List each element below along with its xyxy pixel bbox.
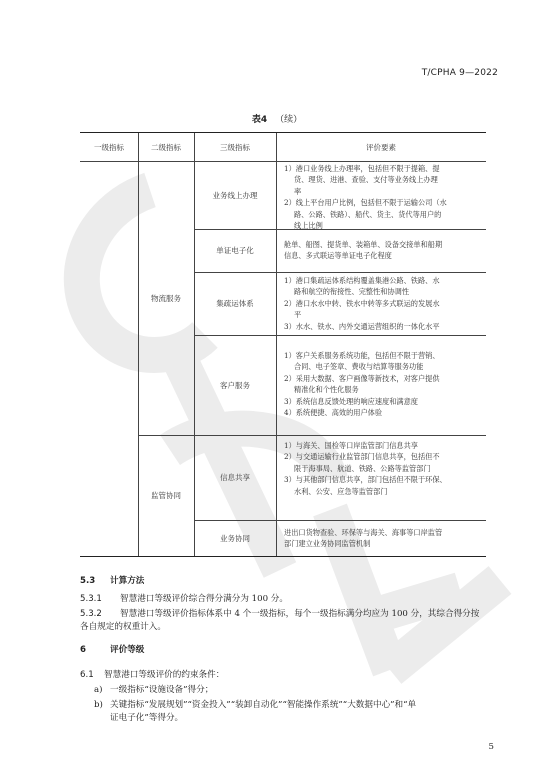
req-line: 2）港口水水中转、铁水中转等多式联运的发展水 bbox=[284, 298, 440, 308]
req-line: 2）线上平台用户比例，包括但不限于运输公司（水 bbox=[284, 198, 447, 208]
req-line: 1）港口集疏运体系结构覆盖集港公路、铁路、水 bbox=[284, 276, 440, 285]
table-title bbox=[0, 112, 554, 125]
req-multimodal bbox=[284, 275, 480, 332]
section-title: 评价等级 bbox=[110, 645, 145, 655]
list-marker: a) bbox=[94, 685, 103, 695]
req-line: 1）与海关、国检等口岸监管部门信息共享 bbox=[284, 441, 418, 450]
clause-6-1 bbox=[80, 669, 500, 682]
clause-text-cont: 各自规定的权重计入。 bbox=[80, 622, 166, 632]
req-line: 限于海事局、航道、铁路、公路等监管部门 bbox=[294, 463, 431, 473]
level3-business: 业务协同 bbox=[220, 533, 250, 543]
header-level2: 二级指标 bbox=[151, 142, 181, 152]
req-line: 3）水水、铁水、内外交通运营组织的一体化水平 bbox=[284, 321, 440, 331]
list-item-b bbox=[94, 699, 494, 725]
level3-online: 业务线上办理 bbox=[212, 190, 258, 200]
req-line: 1）港口业务线上办理率，包括但不限于提箱、提 bbox=[284, 164, 440, 173]
req-line: 3）系统信息反馈处理的响应速度和满意度 bbox=[284, 396, 418, 406]
req-line: 路和航空的衔接性、完整性和协调性 bbox=[294, 287, 410, 297]
table-title-note: （续） bbox=[275, 115, 303, 125]
req-line: 部门建立业务协同监管机制 bbox=[284, 539, 371, 549]
level2-logistics: 物流服务 bbox=[151, 293, 181, 303]
req-line: 合同、电子签章、费收与结算等服务功能 bbox=[294, 362, 424, 372]
list-item-a bbox=[94, 684, 494, 697]
level3-customer: 客户服务 bbox=[220, 380, 250, 390]
req-edoc bbox=[284, 239, 480, 262]
req-line: 进出口货物查验、环保等与海关、海事等口岸监管 bbox=[284, 528, 443, 537]
section-number: 5.3 bbox=[80, 576, 96, 586]
req-line: 3）与其他部门信息共享，部门包括但不限于环保、 bbox=[284, 475, 447, 485]
standard-code: T/CPHA 9—2022 bbox=[421, 68, 498, 78]
req-line: 率 bbox=[294, 186, 302, 196]
section-title: 计算方法 bbox=[110, 576, 145, 586]
section-6-heading bbox=[80, 644, 500, 657]
clause-number: 6.1 bbox=[80, 670, 94, 680]
clause-text: 智慧港口等级评价指标体系中 4 个一级指标，每个一级指标满分均应为 100 分，其综合得分按 bbox=[120, 609, 480, 619]
evaluation-table bbox=[80, 132, 486, 557]
clause-number: 5.3.2 bbox=[80, 609, 102, 619]
list-text: 关键指标“发展规划”“资金投入”“装卸自动化”“智能操作系统”“大数据中心”和“单 bbox=[110, 700, 417, 710]
header-requirements: 评价要素 bbox=[366, 142, 396, 152]
page-number: 5 bbox=[488, 742, 494, 752]
list-text: 一级指标“设施设备”得分； bbox=[110, 685, 214, 695]
req-info bbox=[284, 440, 480, 497]
req-line: 2）与交通运输行业监管部门信息共享，包括但不 bbox=[284, 452, 440, 462]
req-line: 平 bbox=[294, 310, 302, 320]
req-line: 线上比例 bbox=[294, 221, 323, 231]
section-number: 6 bbox=[80, 645, 86, 655]
req-line: 信息、多式联运等单证电子化程度 bbox=[284, 251, 392, 261]
clause-text: 智慧港口等级评价的约束条件： bbox=[104, 670, 225, 680]
clause-text: 智慧港口等级评价综合得分满分为 100 分。 bbox=[120, 594, 288, 604]
level2-supervision: 监管协同 bbox=[151, 491, 181, 500]
level3-multimodal: 集疏运体系 bbox=[216, 299, 254, 308]
clause-number: 5.3.1 bbox=[80, 594, 102, 604]
header-level3: 三级指标 bbox=[220, 142, 250, 152]
table-title-label: 表4 bbox=[251, 115, 268, 125]
clause-5-3-1 bbox=[80, 593, 500, 606]
clause-5-3-2 bbox=[80, 608, 500, 634]
header-level1: 一级指标 bbox=[94, 142, 124, 152]
section-5-3-heading bbox=[80, 575, 500, 588]
list-text-cont: 证电子化”等得分。 bbox=[110, 713, 184, 723]
req-line: 舱单、船图、提货单、装箱单、设备交接单和船期 bbox=[284, 240, 443, 249]
req-line: 货、理货、进港、查验、支付等业务线上办理 bbox=[294, 175, 438, 185]
req-line: 1）客户关系服务系统功能，包括但不限于营销、 bbox=[284, 351, 440, 360]
level3-edoc: 单证电子化 bbox=[216, 246, 254, 255]
list-marker: b) bbox=[94, 700, 103, 710]
req-line: 水利、公安、应急等监管部门 bbox=[294, 486, 388, 496]
req-line: 路、公路、铁路）、船代、货主、货代等用户的 bbox=[294, 209, 442, 219]
req-line: 精准化和个性化服务 bbox=[294, 385, 359, 395]
req-line: 2）采用大数据、客户画像等新技术，对客户提供 bbox=[284, 373, 440, 383]
req-customer bbox=[284, 350, 480, 418]
req-line: 4）系统便捷、高效的用户体验 bbox=[284, 408, 383, 418]
req-business bbox=[284, 527, 480, 550]
level3-info: 信息共享 bbox=[220, 473, 250, 482]
req-online bbox=[284, 163, 480, 231]
